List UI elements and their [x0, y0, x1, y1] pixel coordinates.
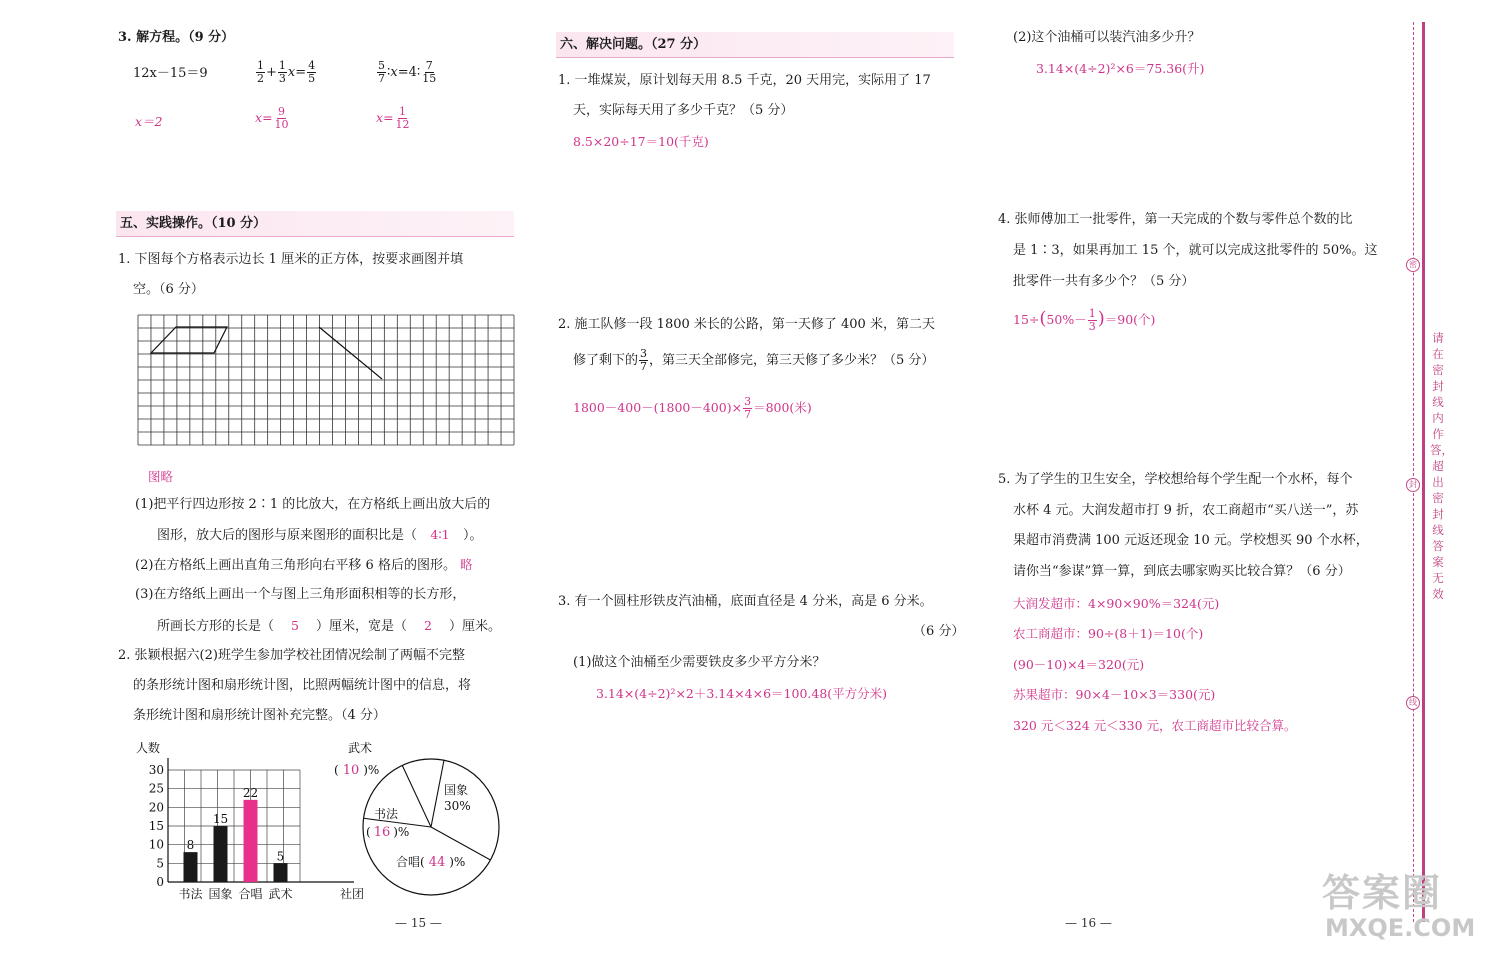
seal-mark-3: 线: [1406, 696, 1420, 710]
bar-y-tick-label: 15: [148, 819, 164, 833]
problem-3-sub2: (2)这个油桶可以装汽油多少升？: [1013, 30, 1201, 45]
bar-2: [244, 800, 258, 882]
section-5-header: 五、实践操作。（10 分）: [116, 211, 514, 237]
practice-1-sub1-line1: (1)把平行四边形按 2∶1 的比放大，在方格纸上画出放大后的: [135, 497, 491, 512]
pie-label-guoxiang: 国象: [444, 783, 469, 797]
page-number-16: — 16 —: [1065, 916, 1112, 930]
pie-pct-shufa: ( 16 )%: [366, 825, 410, 840]
equation-3: $\frac{5}{7}$ ∶x=4∶ $\frac{7}{15}$: [378, 59, 437, 85]
bar-category-label: 武术: [268, 887, 293, 901]
bar-1: [214, 826, 228, 882]
practice-1-sub2: (2)在方格纸上画出直角三角形向右平移 6 格后的图形。 略: [135, 557, 473, 573]
bar-y-tick-label: 10: [148, 837, 164, 852]
practice-1-line1: 1. 下图每个方格表示边长 1 厘米的正方体，按要求画图并填: [118, 252, 464, 267]
pie-label-shufa: 书法: [374, 807, 399, 821]
seal-solid-line: [1422, 22, 1425, 922]
problem-4-answer: 15÷(50%－ $\frac{1}{3}$ )＝90(个): [1013, 307, 1156, 333]
bar-y-tick-label: 20: [148, 800, 164, 815]
problem-2-line1: 2. 施工队修一段 1800 米长的公路，第一天修了 400 米，第二天: [558, 317, 935, 332]
problem-5-line3: 果超市消费满 100 元返还现金 10 元。学校想买 90 个水杯，: [1013, 533, 1369, 548]
bar-y-tick-label: 0: [156, 875, 164, 889]
seal-mark-2: 封: [1406, 478, 1420, 492]
seal-dashed-line: [1413, 22, 1414, 922]
practice-1-sub3-line1: (3)在方络纸上画出一个与图上三角形面积相等的长方形，: [135, 587, 466, 602]
rect-length-answer: 5: [291, 618, 299, 633]
bar-y-tick-label: 30: [148, 763, 164, 777]
area-ratio-answer: 4∶1: [430, 527, 450, 542]
problem-5-answer-4: 苏果超市：90×4－10×3＝330(元): [1013, 687, 1216, 702]
problem-3-sub2-answer: 3.14×(4÷2)²×6＝75.36(升): [1036, 61, 1205, 76]
bar-category-label: 国象: [208, 887, 233, 901]
bar-chart: [128, 740, 365, 904]
practice-1-sub3-line2: 所画长方形的长是（ 5 ）厘米，宽是（ 2 ）厘米。: [157, 618, 502, 634]
problem-5-answer-2: 农工商超市：90÷(8＋1)＝10(个): [1013, 626, 1204, 641]
pie-pct-guoxiang: 30%: [444, 799, 471, 813]
bar-0: [184, 852, 198, 882]
bar-category-label: 合唱: [238, 887, 263, 901]
problem-5-answer-3: (90－10)×4＝320(元): [1013, 657, 1145, 672]
bar-value-label: 22: [242, 785, 259, 800]
pie-chart: [330, 740, 510, 904]
equation-2: $\frac{1}{2}$ + $\frac{1}{3}$ x= $\frac{4}{5}$: [257, 59, 316, 85]
equation-3-answer: x= $\frac{1}{12}$: [376, 105, 410, 131]
bar-y-tick-label: 5: [156, 856, 164, 871]
bar-value-label: 15: [212, 812, 229, 826]
equation-2-answer: x= $\frac{9}{10}$: [255, 105, 289, 131]
section-6-header: 六、解决问题。（27 分）: [556, 32, 954, 58]
bar-y-axis-label: 人数: [136, 741, 161, 755]
problem-4-line3: 批零件一共有多少个？（5 分）: [1013, 274, 1195, 289]
practice-2-line2: 的条形统计图和扇形统计图，比照两幅统计图中的信息，将: [133, 678, 472, 693]
bar-x-axis-label: 社团: [340, 887, 365, 901]
problem-2-answer: 1800－400－(1800－400)× $\frac{3}{7}$ ＝800(米): [573, 395, 812, 421]
problem-5-line1: 5. 为了学生的卫生安全，学校想给每个学生配一个水杯，每个: [998, 472, 1353, 487]
figure-note: 图略: [148, 469, 174, 484]
seal-instruction-text: 请在密封线内作答，超出密封线答案无效: [1430, 331, 1453, 601]
watermark-url: MXQE.COM: [1325, 914, 1476, 942]
problem-1-line1: 1. 一堆煤炭，原计划每天用 8.5 千克，20 天用完，实际用了 17: [558, 73, 931, 88]
problem-4-line2: 是 1∶3，如果再加工 15 个，就可以完成这批零件的 50%。这: [1013, 243, 1378, 258]
problem-5-line2: 水杯 4 元。大润发超市打 9 折，农工商超市“买八送一”，苏: [1013, 503, 1359, 518]
problem-3-score: （6 分）: [913, 624, 965, 639]
problem-2-line2: 修了剩下的 $\frac{3}{7}$ ，第三天全部修完，第三天修了多少米？（5 分）: [573, 347, 935, 373]
bar-3: [274, 863, 288, 882]
pie-label-hechang: 合唱( 44 )%: [396, 855, 466, 870]
grid-figure: [137, 314, 515, 446]
problem-4-line1: 4. 张师傅加工一批零件，第一天完成的个数与零件总个数的比: [998, 212, 1353, 227]
practice-2-line3: 条形统计图和扇形统计图补充完整。（4 分）: [133, 708, 386, 723]
equation-1: 12x－15＝9: [133, 66, 208, 81]
practice-1-sub1-line2: 图形，放大后的图形与原来图形的面积比是（ 4∶1 ）。: [157, 527, 483, 543]
problem-3-sub1: (1)做这个油桶至少需要铁皮多少平方分米？: [573, 655, 826, 670]
problem-5-line4: 请你当“参谋”算一算，到底去哪家购买比较合算？（6 分）: [1013, 564, 1351, 579]
equation-1-answer: x＝2: [135, 114, 163, 129]
question-3-title: 3. 解方程。（9 分）: [118, 30, 235, 45]
practice-1-line2: 空。（6 分）: [133, 282, 204, 297]
page-number-15: — 15 —: [395, 916, 442, 930]
watermark-logo: 答案圈: [1322, 871, 1443, 915]
pie-pct-wushu: ( 10 )%: [334, 763, 380, 778]
pie-label-wushu: 武术: [348, 741, 373, 755]
bar-value-label: 8: [186, 838, 195, 853]
problem-5-answer-5: 320 元＜324 元＜330 元，农工商超市比较合算。: [1013, 718, 1297, 733]
seal-mark-1: 密: [1406, 258, 1420, 272]
rect-width-answer: 2: [424, 618, 432, 633]
problem-3-sub1-answer: 3.14×(4÷2)²×2＋3.14×4×6＝100.48(平方分米): [596, 686, 888, 701]
problem-3-line1: 3. 有一个圆柱形铁皮汽油桶，底面直径是 4 分米，高是 6 分米。: [558, 594, 933, 609]
problem-1-line2: 天，实际每天用了多少千克？（5 分）: [573, 103, 794, 118]
problem-5-answer-1: 大润发超市：4×90×90%＝324(元): [1013, 596, 1220, 611]
practice-2-line1: 2. 张颖根据六(2)班学生参加学校社团情况绘制了两幅不完整: [118, 648, 465, 663]
bar-category-label: 书法: [178, 887, 203, 901]
triangle-hypotenuse: [319, 327, 382, 379]
problem-1-answer: 8.5×20÷17＝10(千克): [573, 134, 709, 149]
bar-y-tick-label: 25: [148, 781, 164, 796]
bar-value-label: 5: [276, 849, 285, 864]
